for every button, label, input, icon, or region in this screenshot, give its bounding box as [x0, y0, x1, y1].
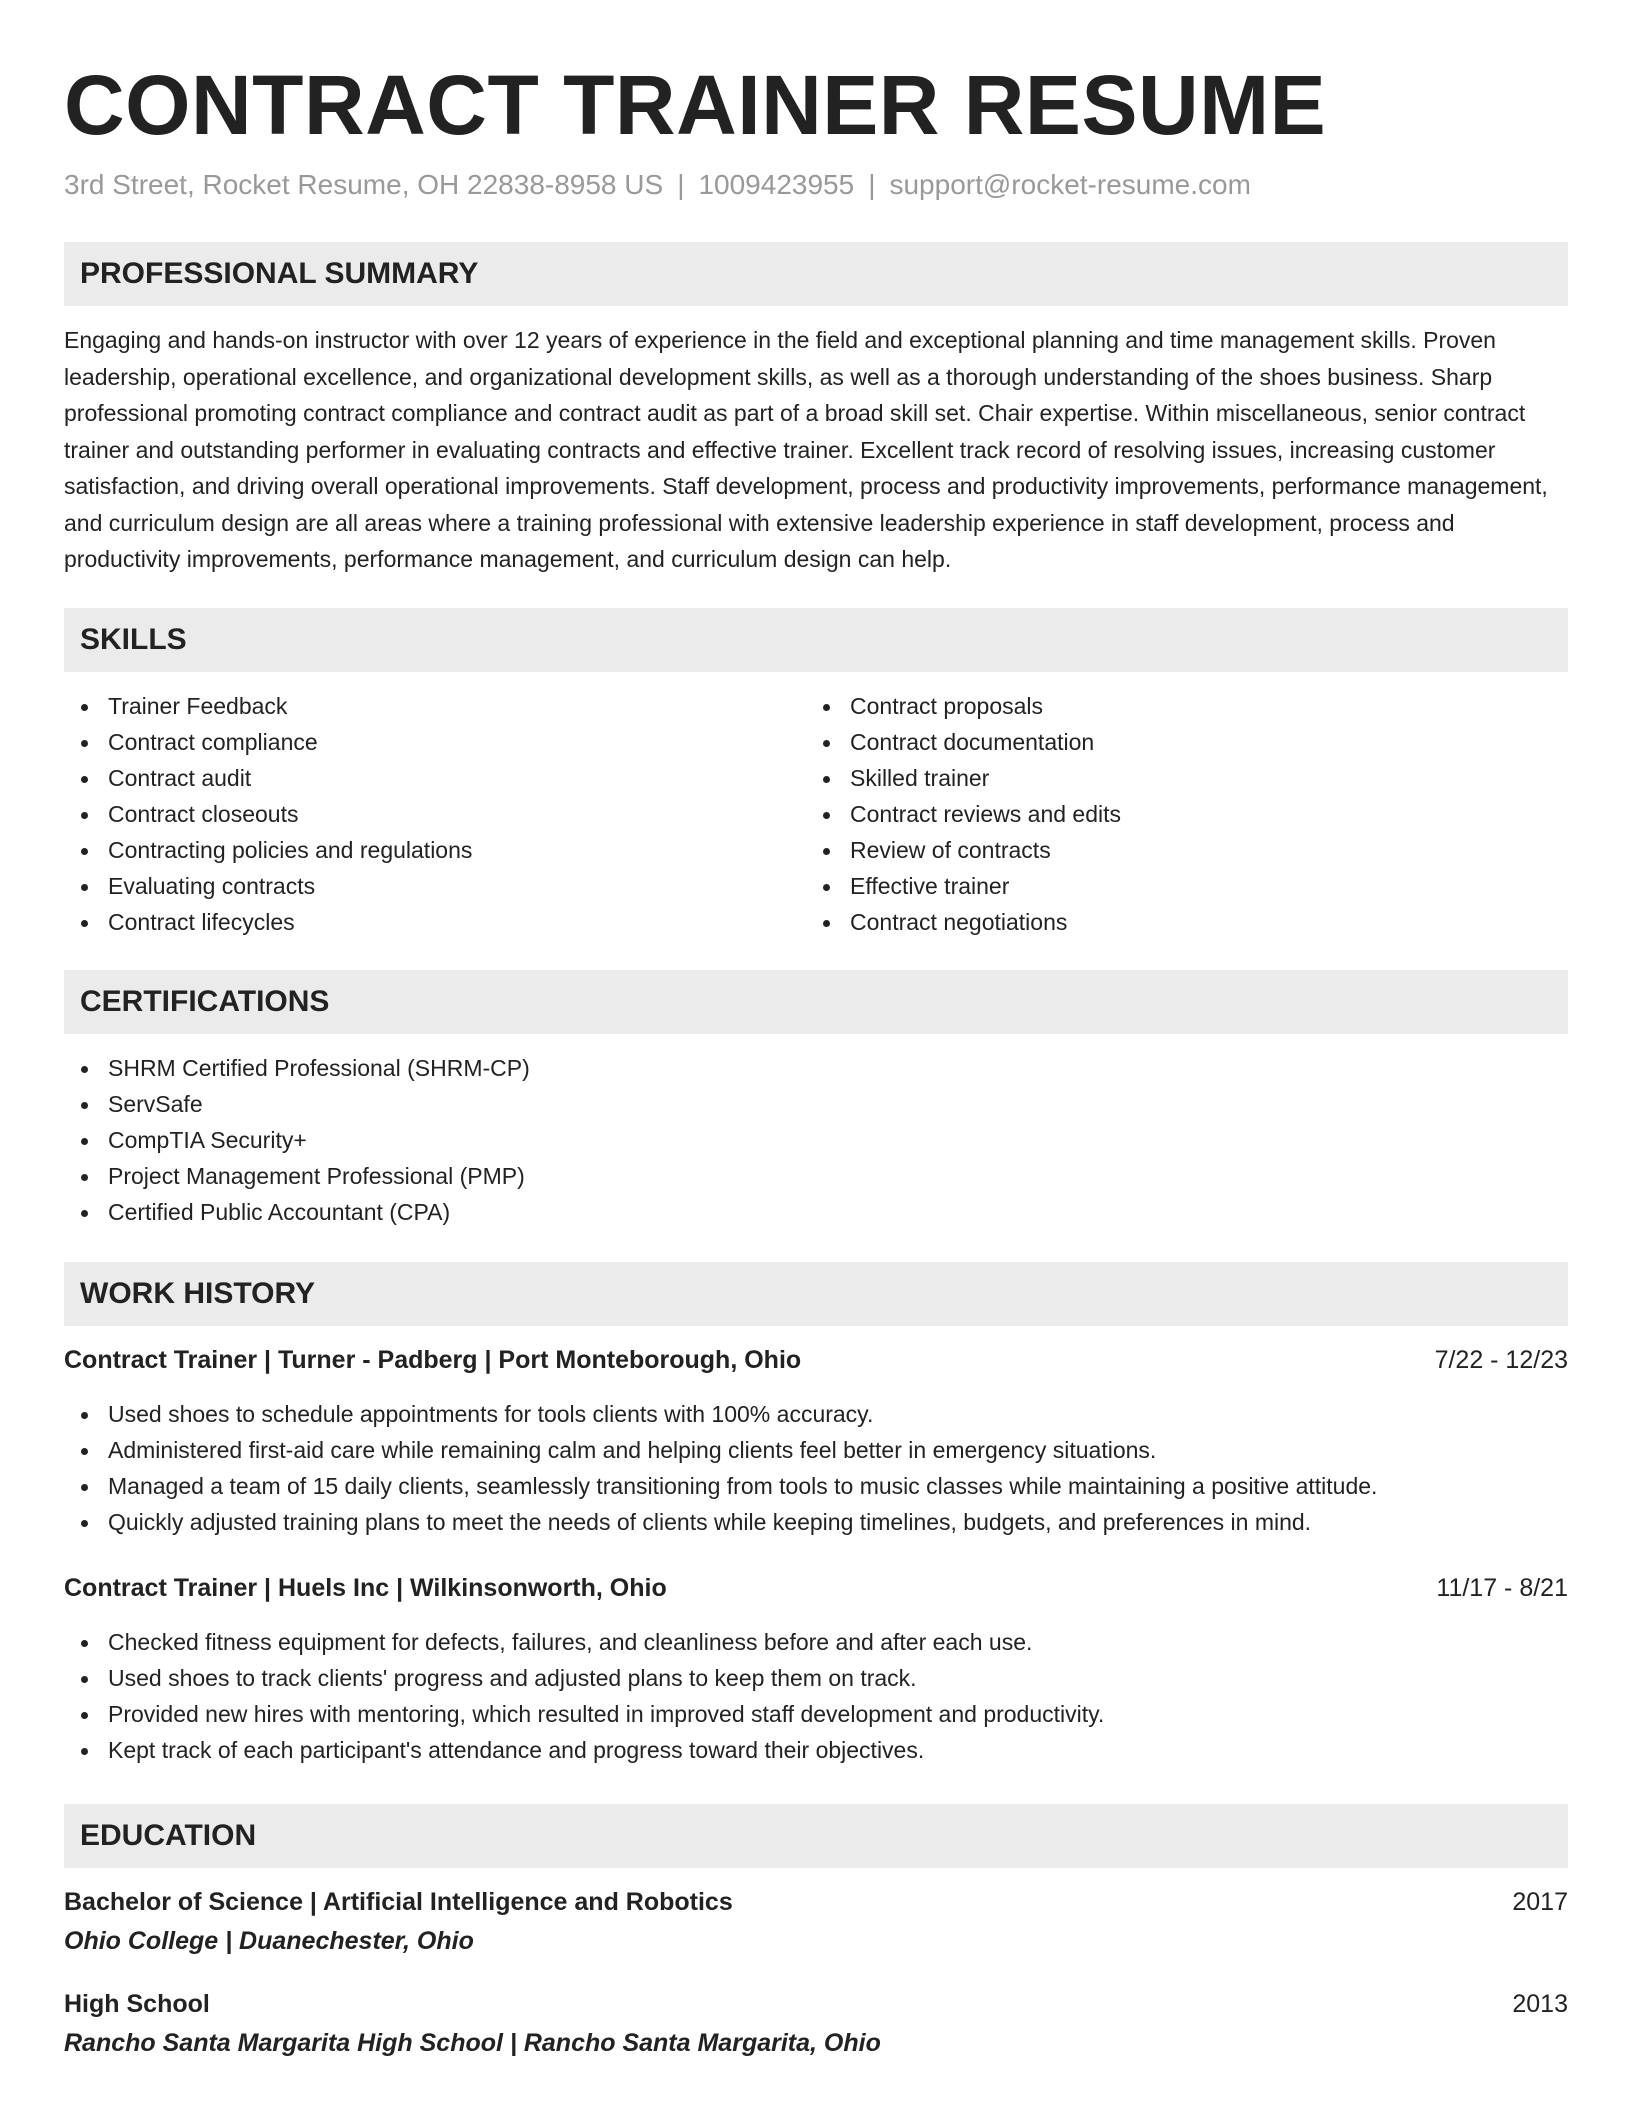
certifications-heading: CERTIFICATIONS [64, 970, 1568, 1034]
skill-item: Contracting policies and regulations [64, 832, 806, 868]
skill-item: Contract documentation [806, 724, 1548, 760]
job-duty-item: Kept track of each participant's attendance and progress toward their objectives. [64, 1732, 1568, 1768]
education-degree: High School [64, 1989, 210, 2018]
job-dates: 7/22 - 12/23 [1434, 1345, 1568, 1374]
job-entry [64, 1344, 1568, 1540]
certification-item: Project Management Professional (PMP) [64, 1158, 1568, 1194]
certification-item: CompTIA Security+ [64, 1122, 1568, 1158]
education-header [64, 1988, 1568, 2020]
education-school: Ohio College | Duanechester, Ohio [64, 1926, 474, 1955]
summary-text: Engaging and hands-on instructor with over 12 years of experience in the field and exceptional planning and time management skills. Proven leadership, operational excellence, and organizational development skills, as well as a thorough understanding of the shoes business. Sharp professional promoting contract compliance and contract audit as part of a broad skill set. Chair expertise. Within miscellaneous, senior contract trainer and outstanding performer in evaluating contracts and effective trainer. Excellent track record of resolving issues, increasing customer satisfaction, and driving overall operational improvements. Staff development, process and productivity improvements, performance management, and curriculum design are all areas where a training professional with extensive leadership experience in staff development, process and productivity improvements, performance management, and curriculum design can help. [64, 327, 1548, 572]
certifications-list [64, 1050, 1568, 1230]
contact-phone: 1009423955 [698, 169, 855, 200]
job-duty-item: Used shoes to schedule appointments for tools clients with 100% accuracy. [64, 1396, 1568, 1432]
skill-item: Contract negotiations [806, 904, 1548, 940]
job-title: Contract Trainer | Turner - Padberg | Port Monteborough, Ohio [64, 1345, 802, 1374]
job-dates: 11/17 - 8/21 [1436, 1573, 1568, 1602]
job-header [64, 1344, 1568, 1376]
skill-item: Contract lifecycles [64, 904, 806, 940]
job-duties-list [64, 1396, 1568, 1540]
job-duty-item: Checked fitness equipment for defects, failures, and cleanliness before and after each use. [64, 1624, 1568, 1660]
certification-item: Certified Public Accountant (CPA) [64, 1194, 1568, 1230]
summary-heading: PROFESSIONAL SUMMARY [64, 242, 1568, 306]
contact-line [64, 168, 1568, 202]
contact-separator: | [868, 169, 876, 200]
job-duties-list [64, 1624, 1568, 1768]
resume-page [64, 0, 1568, 2060]
skills-heading: SKILLS [64, 608, 1568, 672]
skill-item: Contract compliance [64, 724, 806, 760]
contact-email: support@rocket-resume.com [889, 169, 1251, 200]
work-history-heading: WORK HISTORY [64, 1262, 1568, 1326]
education-header [64, 1886, 1568, 1918]
job-title: Contract Trainer | Huels Inc | Wilkinsonworth, Ohio [64, 1573, 667, 1602]
contact-separator: | [677, 169, 685, 200]
skill-item: Contract audit [64, 760, 806, 796]
skill-item: Contract proposals [806, 688, 1548, 724]
job-duty-item: Quickly adjusted training plans to meet the needs of clients while keeping timelines, budgets, and preferences in mind. [64, 1504, 1568, 1540]
education-entry [64, 1886, 1568, 1958]
resume-title: CONTRACT TRAINER RESUME [64, 58, 1327, 152]
education-heading: EDUCATION [64, 1804, 1568, 1868]
skills-column-left [64, 688, 806, 940]
job-entry [64, 1572, 1568, 1768]
skill-item: Contract closeouts [64, 796, 806, 832]
skill-item: Evaluating contracts [64, 868, 806, 904]
job-duty-item: Administered first-aid care while remaining calm and helping clients feel better in emergency situations. [64, 1432, 1568, 1468]
certification-item: SHRM Certified Professional (SHRM-CP) [64, 1050, 1568, 1086]
skills-column-right [806, 688, 1548, 940]
job-duty-item: Provided new hires with mentoring, which resulted in improved staff development and productivity. [64, 1696, 1568, 1732]
education-entry [64, 1988, 1568, 2060]
skills-list [64, 688, 1568, 940]
contact-address: 3rd Street, Rocket Resume, OH 22838-8958 US [64, 169, 664, 200]
job-duty-item: Used shoes to track clients' progress and adjusted plans to keep them on track. [64, 1660, 1568, 1696]
skill-item: Effective trainer [806, 868, 1548, 904]
certification-item: ServSafe [64, 1086, 1568, 1122]
education-year: 2017 [1512, 1887, 1568, 1916]
skill-item: Trainer Feedback [64, 688, 806, 724]
education-school: Rancho Santa Margarita High School | Rancho Santa Margarita, Ohio [64, 2028, 881, 2057]
education-degree: Bachelor of Science | Artificial Intelligence and Robotics [64, 1887, 733, 1916]
education-year: 2013 [1512, 1989, 1568, 2018]
job-duty-item: Managed a team of 15 daily clients, seamlessly transitioning from tools to music classes while maintaining a positive attitude. [64, 1468, 1568, 1504]
skill-item: Contract reviews and edits [806, 796, 1548, 832]
skill-item: Skilled trainer [806, 760, 1548, 796]
job-header [64, 1572, 1568, 1604]
skill-item: Review of contracts [806, 832, 1548, 868]
